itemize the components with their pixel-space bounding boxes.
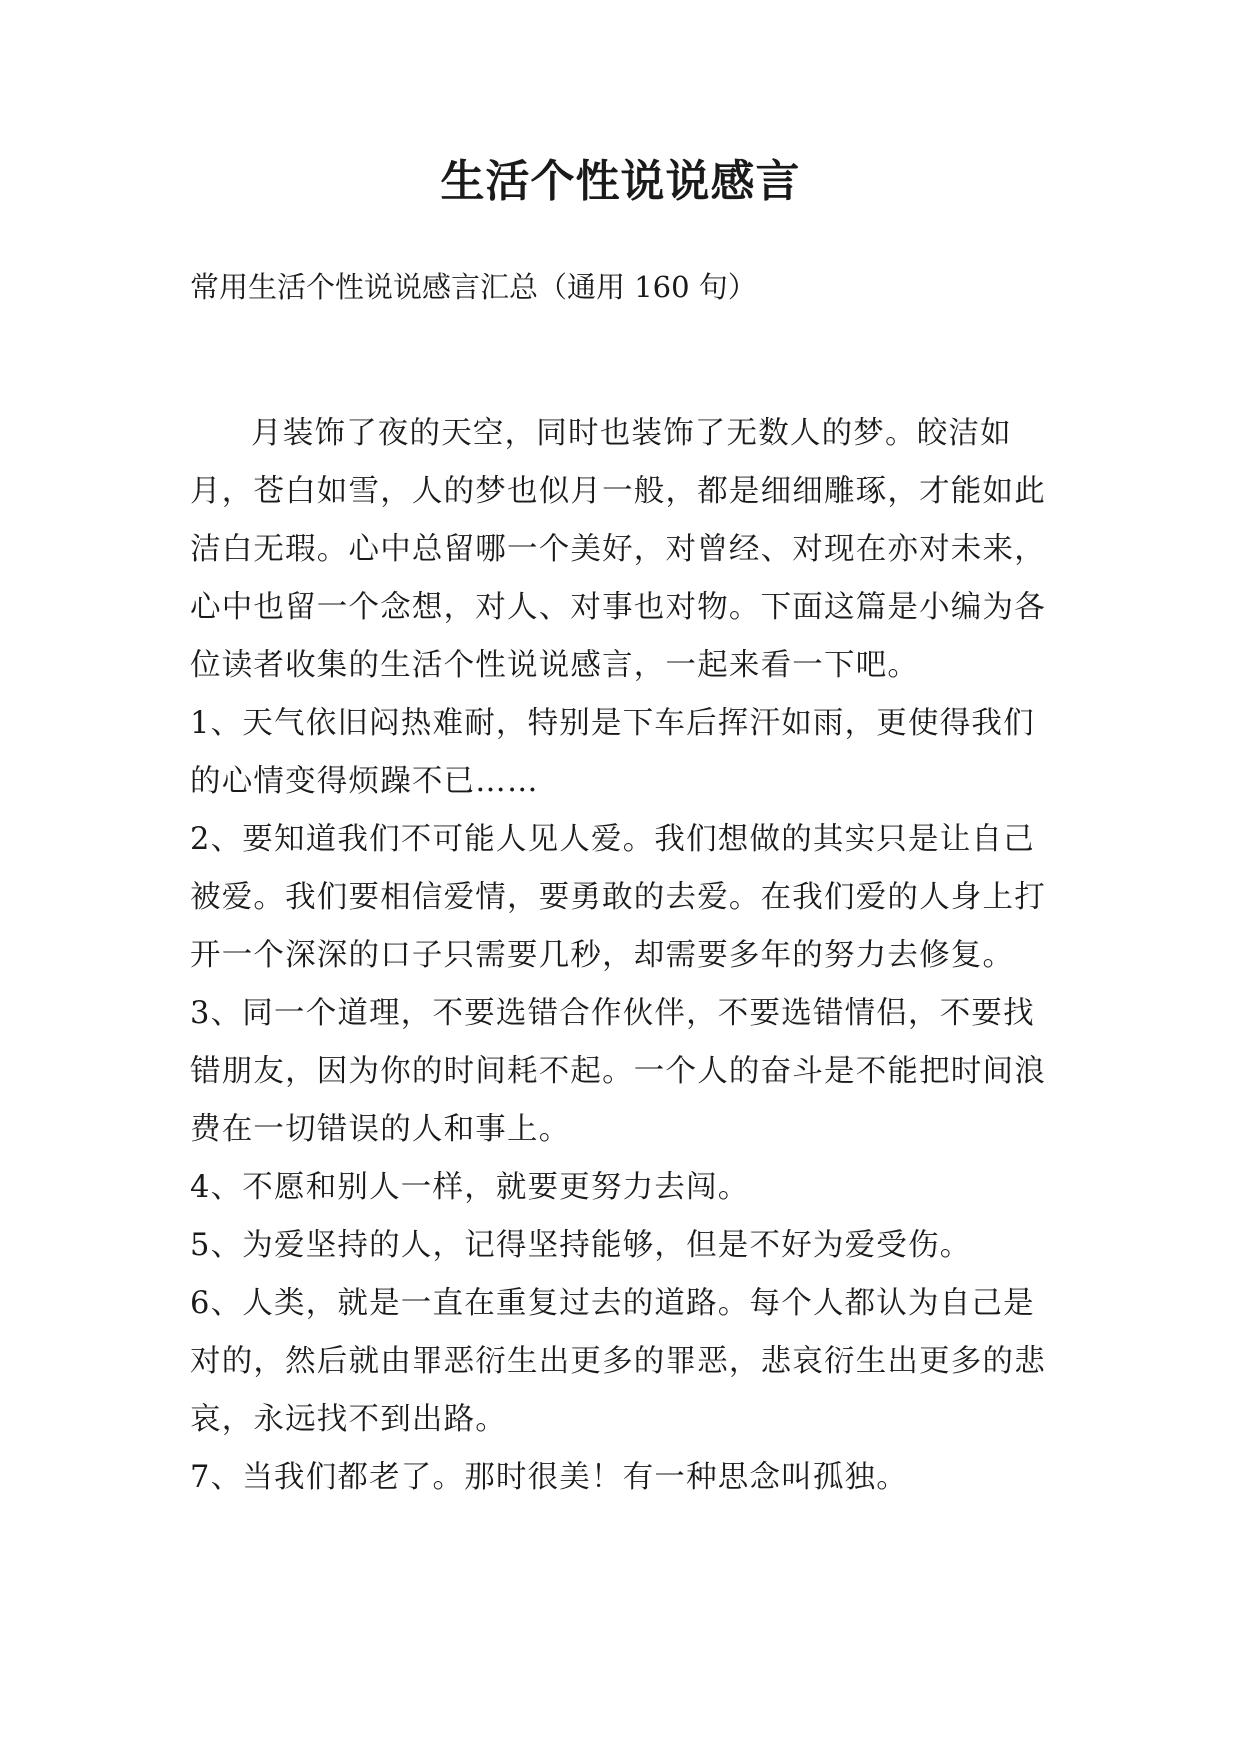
document-body <box>190 405 1060 1507</box>
list-item: 2、要知道我们不可能人见人爱。我们想做的其实只是让自己被爱。我们要相信爱情，要勇敢的去爱。在我们爱的人身上打开一个深深的口子只需要几秒，却需要多年的努力去修复。 <box>190 822 1046 973</box>
list-item: 7、当我们都老了。那时很美！有一种思念叫孤独。 <box>190 1460 909 1495</box>
list-item: 1、天气依旧闷热难耐，特别是下车后挥汗如雨，更使得我们的心情变得烦躁不已…… <box>190 706 1035 799</box>
intro-paragraph: 月装饰了夜的天空，同时也装饰了无数人的梦。皎洁如月，苍白如雪，人的梦也似月一般，都是细细雕琢，才能如此洁白无瑕。心中总留哪一个美好，对曾经、对现在亦对未来，心中也留一个念想，对人、对事也对物。下面这篇是小编为各位读者收集的生活个性说说感言，一起来看一下吧。 <box>190 416 1046 683</box>
document-title: 生活个性说说感言 <box>440 156 801 207</box>
list-item: 6、人类，就是一直在重复过去的道路。每个人都认为自己是对的，然后就由罪恶衍生出更多的罪恶，悲哀衍生出更多的悲哀，永远找不到出路。 <box>190 1286 1046 1437</box>
list-item: 5、为爱坚持的人，记得坚持能够，但是不好为爱受伤。 <box>190 1228 972 1263</box>
document-subtitle: 常用生活个性说说感言汇总（通用 160 句） <box>190 270 757 304</box>
list-item: 4、不愿和别人一样，就要更努力去闯。 <box>190 1170 750 1205</box>
list-item: 3、同一个道理，不要选错合作伙伴，不要选错情侣，不要找错朋友，因为你的时间耗不起。一个人的奋斗是不能把时间浪费在一切错误的人和事上。 <box>190 996 1046 1147</box>
